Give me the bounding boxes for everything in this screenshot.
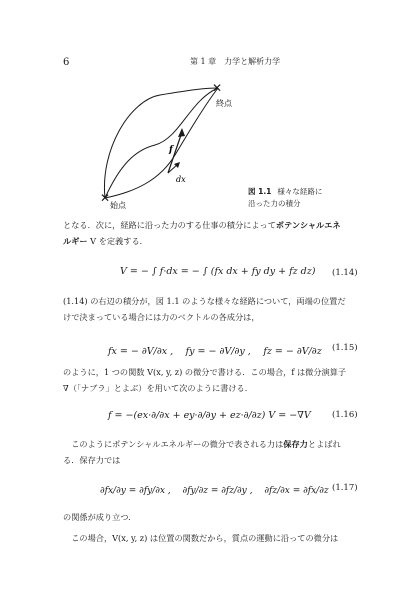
force-arrow-head bbox=[178, 128, 185, 137]
term-potential-energy-1: ポテンシャルエネ bbox=[275, 220, 341, 230]
dx-label: dx bbox=[176, 175, 186, 184]
start-point-marker: ✕ bbox=[100, 191, 111, 205]
p2-line-2: けで決まっている場合には力のベクトルの各成分は， bbox=[63, 311, 260, 322]
p3-line-2: ∇（「ナブラ」とよぶ）を用いて次のように書ける． bbox=[63, 382, 253, 393]
p3-line-1: のように，1 つの関数 V(x, y, z) の微分で書ける．この場合，f は微分演算子 bbox=[63, 367, 347, 377]
start-label: 始点 bbox=[110, 201, 126, 210]
path-figure bbox=[90, 80, 250, 210]
paragraph-1 bbox=[63, 218, 356, 249]
equation-1-17: ∂fx/∂y = ∂fy/∂x , ∂fy/∂z = ∂fz/∂y , ∂fz/∂x = ∂fx/∂z bbox=[100, 486, 329, 496]
paragraph-6: この場合，V(x, y, z) は位置の関数だから，質点の運動に沿っての微分は bbox=[63, 533, 339, 543]
term-conservative-force: 保存力 bbox=[283, 439, 308, 449]
paragraph-4 bbox=[63, 437, 356, 468]
term-potential-energy-2: ルギー bbox=[63, 235, 88, 246]
paragraph-3 bbox=[63, 365, 356, 396]
p4-text-1: このようにポテンシャルエネルギーの微分で表される力は bbox=[63, 439, 284, 449]
equation-number-1-17: (1.17) bbox=[332, 483, 358, 493]
paragraph-5: の関係が成り立つ． bbox=[63, 512, 137, 522]
caption-line-1: 様々な経路に bbox=[277, 187, 323, 196]
path-curve-middle bbox=[105, 88, 218, 198]
equation-1-16: f = −(ex·∂/∂x + ey·∂/∂y + ez·∂/∂z) V = −∇V bbox=[108, 410, 311, 421]
path-curve-lower bbox=[105, 88, 218, 198]
p2-line-1: (1.14) の右辺の積分が，図 1.1 のような様々な経路について，両端の位置だ bbox=[63, 296, 346, 306]
end-label: 終点 bbox=[216, 99, 232, 108]
caption-label: 図 1.1 bbox=[248, 187, 272, 196]
caption-line-2: 沿った力の積分 bbox=[248, 199, 301, 208]
paragraph-2 bbox=[63, 294, 356, 325]
p1-text-2: V を定義する． bbox=[87, 235, 148, 246]
equation-1-15: fx = − ∂V/∂x , fy = − ∂V/∂y , fz = − ∂V/∂z bbox=[108, 346, 322, 357]
running-head: 第 1 章 力学と解析力学 bbox=[190, 57, 281, 66]
equation-1-14: V = − ∫ f·dx = − ∫ (fx dx + fy dy + fz dz) bbox=[120, 266, 316, 277]
p4-line-2: る．保存力では bbox=[63, 454, 121, 465]
equation-number-1-14: (1.14) bbox=[332, 268, 358, 278]
force-label: f bbox=[169, 145, 173, 155]
p4-text-2: とよばれ bbox=[307, 439, 341, 449]
figure-caption bbox=[248, 186, 322, 210]
page-number: 6 bbox=[63, 57, 70, 68]
p1-text: となる．次に，経路に沿った力のする仕事の積分によって bbox=[63, 220, 276, 230]
end-point-marker: ✕ bbox=[212, 81, 223, 95]
equation-number-1-15: (1.15) bbox=[332, 343, 358, 353]
equation-number-1-16: (1.16) bbox=[332, 410, 358, 420]
